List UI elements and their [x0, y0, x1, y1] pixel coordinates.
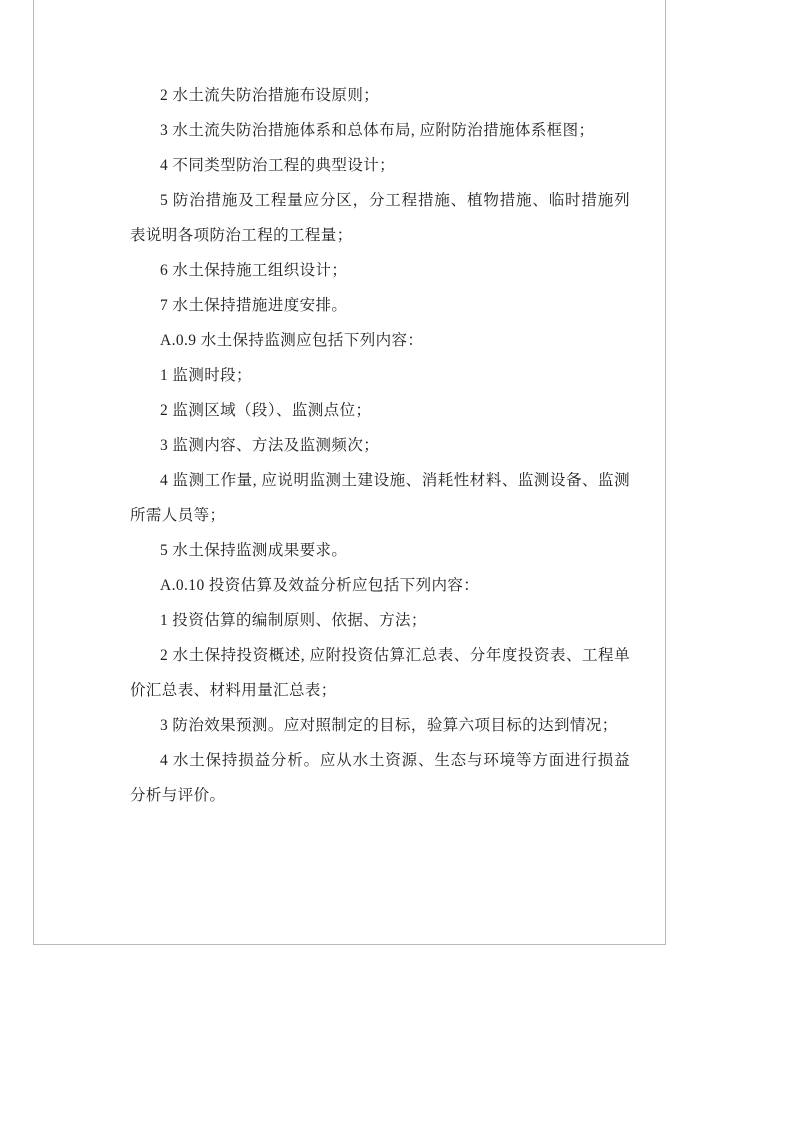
paragraph: 3 水土流失防治措施体系和总体布局, 应附防治措施体系框图； — [160, 122, 595, 139]
paragraph: 2 监测区域（段）、监测点位； — [160, 402, 372, 419]
paragraph: 5 防治措施及工程量应分区，分工程措施、植物措施、临时措施列表说明各项防治工程的工程量； — [130, 192, 630, 244]
section-heading-a09: A.0.9 水土保持监测应包括下列内容： — [160, 332, 424, 349]
paragraph: 1 投资估算的编制原则、依据、方法； — [160, 612, 427, 629]
paragraph: 6 水土保持施工组织设计； — [160, 262, 348, 279]
paragraph: 1 监测时段； — [160, 367, 252, 384]
paragraph: 2 水土保持投资概述, 应附投资估算汇总表、分年度投资表、工程单价汇总表、材料用量汇总表； — [130, 647, 630, 699]
document-text-body — [130, 78, 630, 813]
paragraph: 2 水土流失防治措施布设原则； — [160, 87, 380, 104]
paragraph: 5 水土保持监测成果要求。 — [160, 542, 348, 559]
paragraph: 4 不同类型防治工程的典型设计； — [160, 157, 396, 174]
scanned-page-area — [33, 0, 666, 945]
paragraph: 3 防治效果预测。应对照制定的目标，验算六项目标的达到情况； — [160, 717, 618, 734]
paragraph: 4 监测工作量, 应说明监测土建设施、消耗性材料、监测设备、监测所需人员等； — [130, 472, 630, 524]
paragraph: 4 水土保持损益分析。应从水土资源、生态与环境等方面进行损益分析与评价。 — [130, 752, 630, 804]
paragraph: 3 监测内容、方法及监测频次； — [160, 437, 380, 454]
paragraph: 7 水土保持措施进度安排。 — [160, 297, 348, 314]
section-heading-a010: A.0.10 投资估算及效益分析应包括下列内容： — [160, 577, 480, 594]
